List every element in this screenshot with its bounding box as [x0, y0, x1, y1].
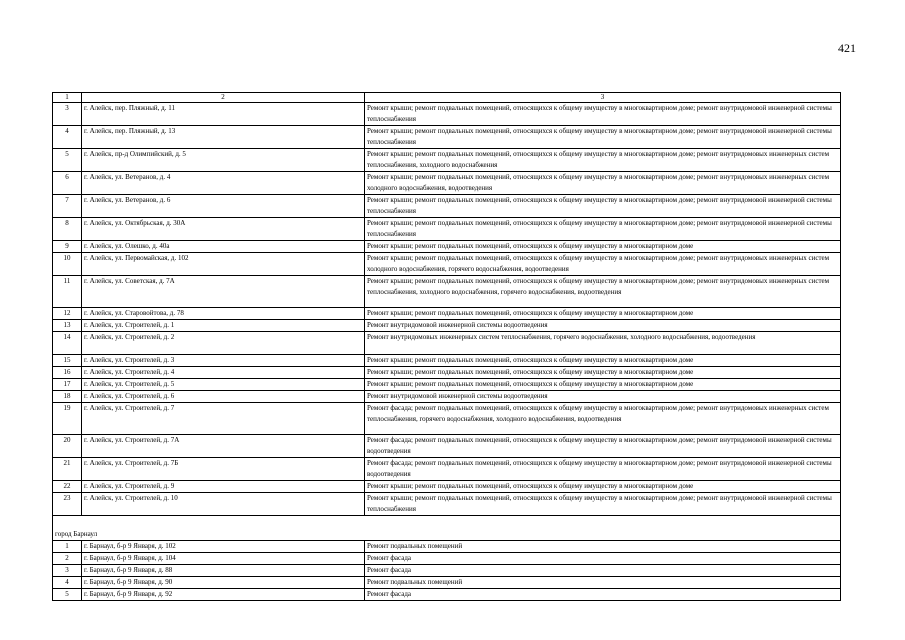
table-row: [53, 126, 841, 149]
row-number-cell: 8: [53, 218, 82, 241]
row-address-cell: г. Алейск, ул. Старовойтова, д. 78: [82, 308, 365, 320]
row-number-cell: 6: [53, 172, 82, 195]
row-number-cell: 19: [53, 403, 82, 435]
row-address-cell: г. Алейск, ул. Строителей, д. 3: [82, 355, 365, 367]
row-works-cell: Ремонт крыши; ремонт подвальных помещений, относящихся к общему имуществу в многоквартирном доме; ремонт внутридомовой инженерной системы теплоснабжения: [365, 493, 841, 516]
row-address-cell: г. Алейск, ул. Строителей, д. 1: [82, 320, 365, 332]
row-address-cell: г. Алейск, ул. Строителей, д. 5: [82, 379, 365, 391]
row-works-cell: Ремонт фасада: [365, 553, 841, 565]
row-works-cell: Ремонт крыши; ремонт подвальных помещений, относящихся к общему имуществу в многоквартирном доме; ремонт внутридомовой инженерной системы теплоснабжения: [365, 126, 841, 149]
row-works-cell: Ремонт крыши; ремонт подвальных помещений, относящихся к общему имуществу в многоквартирном доме: [365, 481, 841, 493]
table-row: [53, 253, 841, 276]
row-works-cell: Ремонт крыши; ремонт подвальных помещений, относящихся к общему имуществу в многоквартирном доме: [365, 355, 841, 367]
row-works-cell: Ремонт подвальных помещений: [365, 541, 841, 553]
row-number-cell: 5: [53, 149, 82, 172]
section-title: город Барнаул: [53, 516, 841, 541]
row-number-cell: 21: [53, 458, 82, 481]
table-row: [53, 379, 841, 391]
row-address-cell: г. Алейск, ул. Строителей, д. 2: [82, 332, 365, 355]
row-number-cell: 18: [53, 391, 82, 403]
table-row: [53, 589, 841, 601]
row-number-cell: 3: [53, 565, 82, 577]
row-address-cell: г. Алейск, ул. Первомайская, д. 102: [82, 253, 365, 276]
row-works-cell: Ремонт фасада: [365, 565, 841, 577]
table-row: [53, 435, 841, 458]
table-row: [53, 458, 841, 481]
row-number-cell: 16: [53, 367, 82, 379]
table-row: [53, 391, 841, 403]
table-row: [53, 332, 841, 355]
row-address-cell: г. Алейск, ул. Ветеранов, д. 4: [82, 172, 365, 195]
row-works-cell: Ремонт фасада; ремонт подвальных помещений, относящихся к общему имуществу в многоквартирном доме; ремонт внутридомовых инженерных систем теплоснабжения, горячего водоснабжения, холодного водоснабжения, водоотведения: [365, 403, 841, 435]
row-number-cell: 11: [53, 276, 82, 308]
table-row: [53, 320, 841, 332]
row-address-cell: г. Алейск, ул. Октябрьская, д. 30А: [82, 218, 365, 241]
row-address-cell: г. Алейск, ул. Строителей, д. 7Б: [82, 458, 365, 481]
table-row: [53, 553, 841, 565]
row-works-cell: Ремонт фасада; ремонт подвальных помещений, относящихся к общему имуществу в многоквартирном доме; ремонт внутридомовой инженерной системы водоотведения: [365, 458, 841, 481]
row-address-cell: г. Алейск, пер. Пляжный, д. 11: [82, 103, 365, 126]
row-address-cell: г. Барнаул, б-р 9 Января, д. 102: [82, 541, 365, 553]
row-works-cell: Ремонт крыши; ремонт подвальных помещений, относящихся к общему имуществу в многоквартирном доме; ремонт внутридомовой инженерной системы теплоснабжения: [365, 218, 841, 241]
row-works-cell: Ремонт подвальных помещений: [365, 577, 841, 589]
row-works-cell: Ремонт крыши; ремонт подвальных помещений, относящихся к общему имуществу в многоквартирном доме: [365, 367, 841, 379]
row-works-cell: Ремонт крыши; ремонт подвальных помещений, относящихся к общему имуществу в многоквартирном доме: [365, 241, 841, 253]
table-row: [53, 195, 841, 218]
row-works-cell: Ремонт внутридомовых инженерных систем теплоснабжения, горячего водоснабжения, холодного водоснабжения, водоотведения: [365, 332, 841, 355]
row-number-cell: 20: [53, 435, 82, 458]
row-address-cell: г. Алейск, пер. Пляжный, д. 13: [82, 126, 365, 149]
table-row: [53, 565, 841, 577]
column-number-header: 1: [53, 93, 82, 103]
table-row: [53, 241, 841, 253]
row-number-cell: 10: [53, 253, 82, 276]
table-row: [53, 276, 841, 308]
row-number-cell: 17: [53, 379, 82, 391]
row-works-cell: Ремонт крыши; ремонт подвальных помещений, относящихся к общему имуществу в многоквартирном доме: [365, 308, 841, 320]
row-address-cell: г. Алейск, ул. Советская, д. 7А: [82, 276, 365, 308]
row-works-cell: Ремонт крыши; ремонт подвальных помещений, относящихся к общему имуществу в многоквартирном доме; ремонт внутридомовой инженерной системы теплоснабжения: [365, 103, 841, 126]
row-works-cell: Ремонт крыши; ремонт подвальных помещений, относящихся к общему имуществу в многоквартирном доме; ремонт внутридомовых инженерных систем теплоснабжения, холодного водоснабжения, горячего водоснабжения, водоотведения: [365, 276, 841, 308]
row-works-cell: Ремонт внутридомовой инженерной системы водоотведения: [365, 391, 841, 403]
table-row: [53, 577, 841, 589]
table-row: [53, 308, 841, 320]
row-address-cell: г. Барнаул, б-р 9 Января, д. 104: [82, 553, 365, 565]
table-row: [53, 541, 841, 553]
row-works-cell: Ремонт крыши; ремонт подвальных помещений, относящихся к общему имуществу в многоквартирном доме; ремонт внутридомовых инженерных систем холодного водоснабжения, горячего водоснабжения, водоотведения: [365, 253, 841, 276]
row-address-cell: г. Алейск, ул. Ветеранов, д. 6: [82, 195, 365, 218]
column-address-header: 2: [82, 93, 365, 103]
row-number-cell: 3: [53, 103, 82, 126]
page-number: 421: [838, 41, 856, 55]
section-row-barnaul: [53, 516, 841, 541]
row-number-cell: 14: [53, 332, 82, 355]
table-row: [53, 493, 841, 516]
row-number-cell: 4: [53, 126, 82, 149]
row-address-cell: г. Алейск, ул. Строителей, д. 7: [82, 403, 365, 435]
table-row: [53, 172, 841, 195]
table-row: [53, 403, 841, 435]
row-address-cell: г. Барнаул, б-р 9 Января, д. 90: [82, 577, 365, 589]
row-number-cell: 1: [53, 541, 82, 553]
repair-registry-table: [52, 92, 841, 601]
row-address-cell: г. Алейск, пр-д Олимпийский, д. 5: [82, 149, 365, 172]
row-address-cell: г. Алейск, ул. Строителей, д. 10: [82, 493, 365, 516]
table-row: [53, 367, 841, 379]
row-works-cell: Ремонт крыши; ремонт подвальных помещений, относящихся к общему имуществу в многоквартирном доме: [365, 379, 841, 391]
row-works-cell: Ремонт крыши; ремонт подвальных помещений, относящихся к общему имуществу в многоквартирном доме; ремонт внутридомовой инженерной системы теплоснабжения: [365, 195, 841, 218]
row-works-cell: Ремонт фасада: [365, 589, 841, 601]
table-row: [53, 481, 841, 493]
row-address-cell: г. Алейск, ул. Строителей, д. 7А: [82, 435, 365, 458]
row-number-cell: 13: [53, 320, 82, 332]
row-number-cell: 15: [53, 355, 82, 367]
row-works-cell: Ремонт фасада; ремонт подвальных помещений, относящихся к общему имуществу в многоквартирном доме; ремонт внутридомовой инженерной системы водоотведения: [365, 435, 841, 458]
row-number-cell: 23: [53, 493, 82, 516]
table-row: [53, 149, 841, 172]
table-row: [53, 355, 841, 367]
row-number-cell: 2: [53, 553, 82, 565]
row-address-cell: г. Барнаул, б-р 9 Января, д. 92: [82, 589, 365, 601]
row-number-cell: 22: [53, 481, 82, 493]
row-number-cell: 7: [53, 195, 82, 218]
row-number-cell: 9: [53, 241, 82, 253]
row-number-cell: 12: [53, 308, 82, 320]
row-works-cell: Ремонт крыши; ремонт подвальных помещений, относящихся к общему имуществу в многоквартирном доме; ремонт внутридомовых инженерных систем теплоснабжения, холодного водоснабжения: [365, 149, 841, 172]
row-address-cell: г. Алейск, ул. Строителей, д. 6: [82, 391, 365, 403]
column-works-header: 3: [365, 93, 841, 103]
table-header-row: [53, 93, 841, 103]
row-address-cell: г. Алейск, ул. Олешко, д. 40а: [82, 241, 365, 253]
row-number-cell: 5: [53, 589, 82, 601]
row-number-cell: 4: [53, 577, 82, 589]
row-works-cell: Ремонт крыши; ремонт подвальных помещений, относящихся к общему имуществу в многоквартирном доме; ремонт внутридомовых инженерных систем холодного водоснабжения, водоотведения: [365, 172, 841, 195]
row-address-cell: г. Барнаул, б-р 9 Января, д. 88: [82, 565, 365, 577]
row-works-cell: Ремонт внутридомовой инженерной системы водоотведения: [365, 320, 841, 332]
table-row: [53, 103, 841, 126]
row-address-cell: г. Алейск, ул. Строителей, д. 9: [82, 481, 365, 493]
table-row: [53, 218, 841, 241]
row-address-cell: г. Алейск, ул. Строителей, д. 4: [82, 367, 365, 379]
